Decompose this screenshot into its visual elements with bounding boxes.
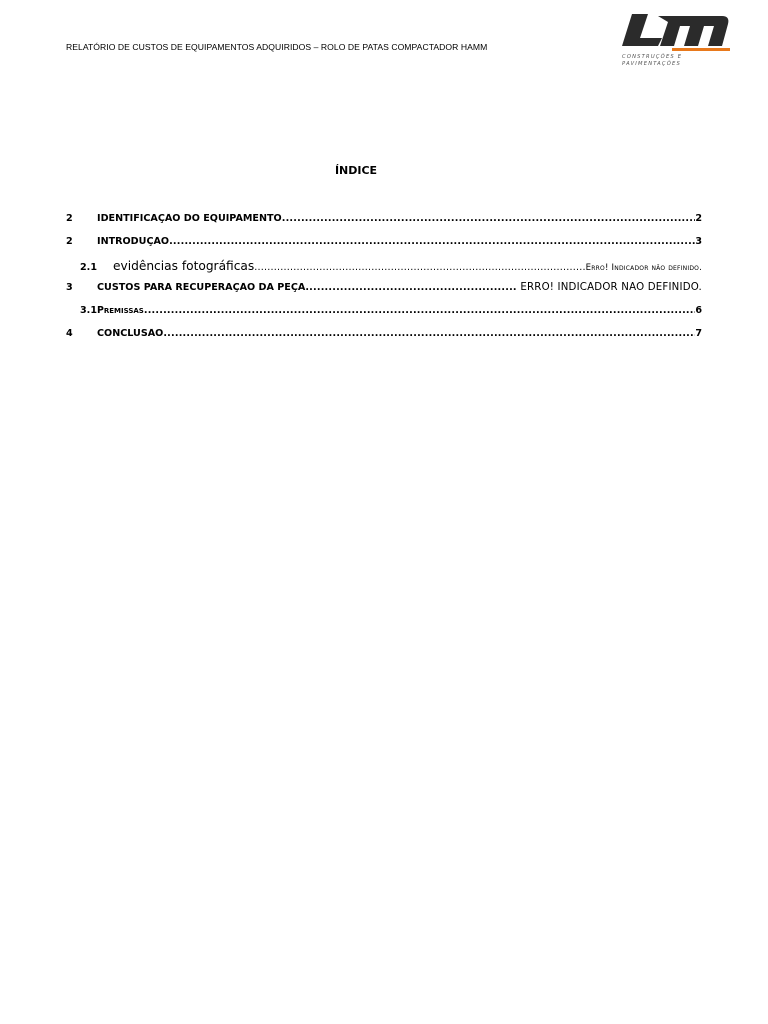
toc-entry-page: 6	[695, 305, 702, 316]
toc-entry-number: 3.1	[80, 305, 97, 316]
toc-entry-page: ERRO! INDICADOR NÃO DEFINIDO.	[516, 282, 702, 293]
toc-entry-number: 3	[66, 282, 73, 293]
document-header-title: RELATÓRIO DE CUSTOS DE EQUIPAMENTOS ADQUIRIDOS – ROLO DE PATAS COMPACTADOR HAMM	[66, 42, 488, 52]
toc-entry-number: 2.1	[80, 262, 97, 273]
logo-subtext: CONSTRUÇÕES E	[622, 54, 683, 60]
svg-text:PAVIMENTAÇÕES: PAVIMENTAÇÕES	[622, 61, 681, 67]
toc-leader-dots	[163, 328, 695, 339]
toc-entry-page: 2	[695, 213, 702, 224]
toc-entry-title: evidências fotográficas	[113, 259, 255, 273]
toc-entry-number: 2	[66, 213, 73, 224]
toc-leader-dots	[144, 305, 695, 316]
toc-entry[interactable]	[66, 305, 702, 328]
toc-entry-title: CUSTOS PARA RECUPERAÇÃO DA PEÇA	[97, 282, 306, 293]
toc-entry[interactable]	[66, 328, 702, 351]
toc-heading: ÍNDICE	[334, 164, 378, 177]
toc-entry-title: Premissas	[97, 305, 144, 316]
toc-leader-dots	[282, 213, 696, 224]
toc-leader-dots	[305, 282, 517, 293]
toc-leader-dots	[169, 236, 695, 247]
toc-entry-number: 4	[66, 328, 73, 339]
toc-entry-title: IDENTIFICAÇÃO DO EQUIPAMENTO	[97, 213, 282, 224]
toc-entry[interactable]	[66, 213, 702, 236]
toc-entry-page: 3	[695, 236, 702, 247]
table-of-contents	[66, 213, 702, 351]
toc-entry-page: 7	[695, 328, 702, 339]
toc-entry[interactable]	[66, 236, 702, 259]
company-logo	[618, 12, 734, 70]
toc-entry-title: INTRODUÇÃO	[97, 236, 170, 247]
toc-leader-dots	[254, 262, 585, 273]
toc-entry[interactable]	[66, 259, 702, 282]
toc-entry-title: CONCLUSÃO	[97, 328, 164, 339]
toc-entry[interactable]	[66, 282, 702, 305]
toc-entry-number: 2	[66, 236, 73, 247]
toc-entry-page: Erro! Indicador não definido.	[585, 263, 702, 273]
